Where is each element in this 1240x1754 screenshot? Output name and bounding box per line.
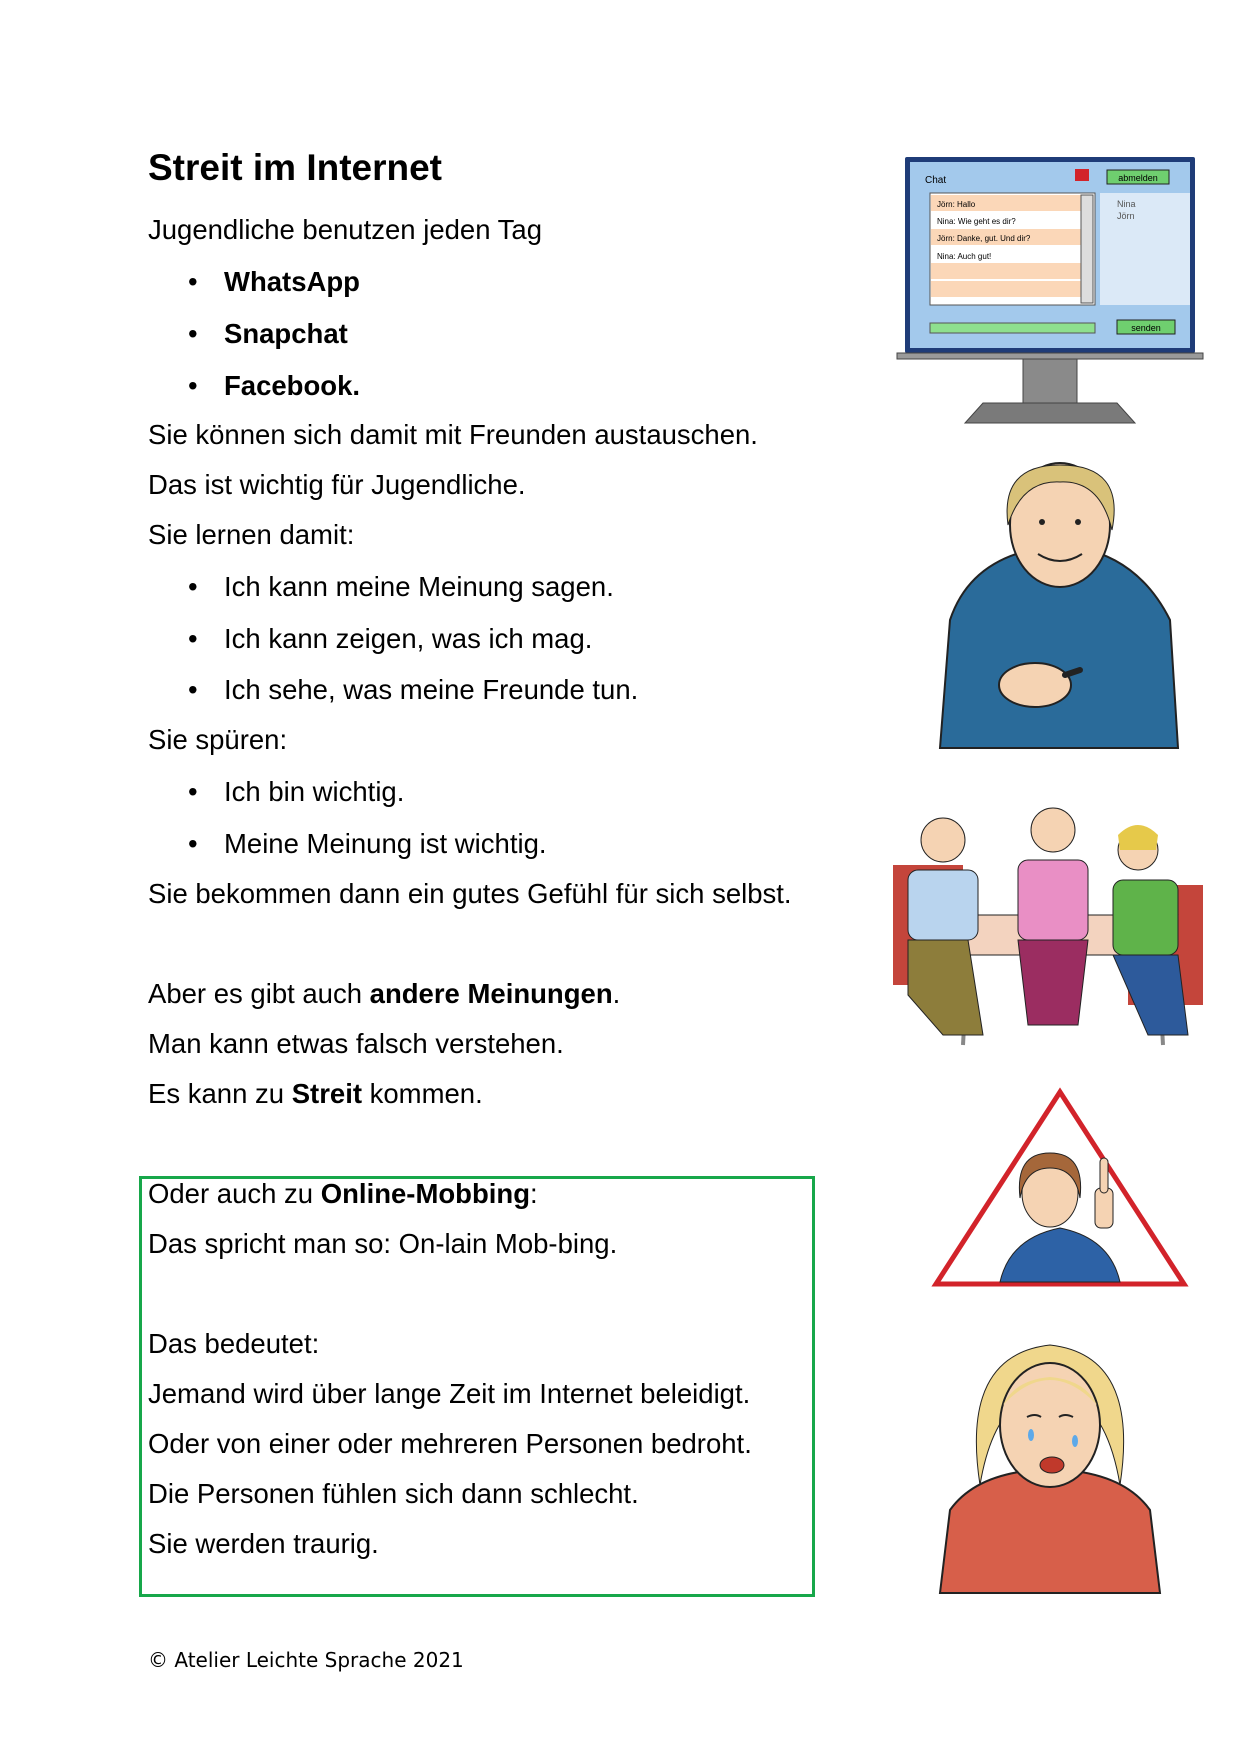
chat-title: Chat — [925, 175, 947, 186]
learn-item: Ich sehe, was meine Freunde tun. — [224, 674, 639, 705]
bullet-icon: • — [188, 318, 198, 349]
box-line-meaning: Das bedeutet: — [148, 1328, 320, 1359]
box-line-feel-bad: Die Personen fühlen sich dann schlecht. — [148, 1478, 639, 1509]
feel-item: Ich bin wichtig. — [224, 776, 405, 807]
sad-person-illustration — [935, 1335, 1165, 1595]
feel-item: Meine Meinung ist wichtig. — [224, 828, 547, 859]
chat-alert-icon — [1075, 169, 1089, 181]
box-line-sad: Sie werden traurig. — [148, 1528, 379, 1559]
chat-monitor-illustration — [895, 155, 1215, 425]
chat-logout-label: abmelden — [1118, 173, 1158, 183]
app-item-whatsapp: WhatsApp — [224, 266, 360, 297]
copyright-footer: © Atelier Leichte Sprache 2021 — [148, 1648, 464, 1672]
intro-text: Jugendliche benutzen jeden Tag — [148, 214, 542, 245]
chat-message: Jörn: Hallo — [937, 200, 976, 209]
app-item-snapchat: Snapchat — [224, 318, 348, 349]
app-item-facebook: Facebook. — [224, 370, 361, 401]
box-line-threatened: Oder von einer oder mehreren Personen bedroht. — [148, 1428, 752, 1459]
chat-message: Nina: Wie geht es dir? — [937, 217, 1016, 226]
paragraph-important: Das ist wichtig für Jugendliche. — [148, 469, 526, 500]
bullet-icon: • — [188, 828, 198, 859]
paragraph-exchange: Sie können sich damit mit Freunden austauschen. — [148, 419, 758, 450]
bullet-icon: • — [188, 623, 198, 654]
chat-send-label: senden — [1131, 323, 1161, 333]
bullet-icon: • — [188, 674, 198, 705]
learn-item: Ich kann zeigen, was ich mag. — [224, 623, 593, 654]
box-line-pronunciation: Das spricht man so: On-lain Mob-bing. — [148, 1228, 618, 1259]
box-line-insulted: Jemand wird über lange Zeit im Internet beleidigt. — [148, 1378, 751, 1409]
paragraph-misunderstand: Man kann etwas falsch verstehen. — [148, 1028, 564, 1059]
bullet-icon: • — [188, 776, 198, 807]
chat-user: Jörn — [1117, 211, 1135, 221]
learn-item: Ich kann meine Meinung sagen. — [224, 571, 614, 602]
bullet-icon: • — [188, 370, 198, 401]
paragraph-learn: Sie lernen damit: — [148, 519, 355, 550]
paragraph-conflict: Es kann zu Streit kommen. — [148, 1078, 483, 1109]
paragraph-feel: Sie spüren: — [148, 724, 288, 755]
chat-message: Nina: Auch gut! — [937, 252, 992, 261]
warning-triangle-illustration — [930, 1088, 1190, 1288]
chat-user: Nina — [1117, 199, 1136, 209]
paragraph-other-opinions: Aber es gibt auch andere Meinungen. — [148, 978, 621, 1009]
box-line-online-mobbing: Oder auch zu Online-Mobbing: — [148, 1178, 538, 1209]
bullet-icon: • — [188, 571, 198, 602]
bullet-icon: • — [188, 266, 198, 297]
page-title: Streit im Internet — [148, 147, 442, 188]
person-pointing-illustration — [930, 470, 1180, 750]
paragraph-good-feeling: Sie bekommen dann ein gutes Gefühl für sich selbst. — [148, 878, 792, 909]
group-discussion-illustration — [888, 795, 1208, 1045]
chat-message: Jörn: Danke, gut. Und dir? — [937, 234, 1031, 243]
